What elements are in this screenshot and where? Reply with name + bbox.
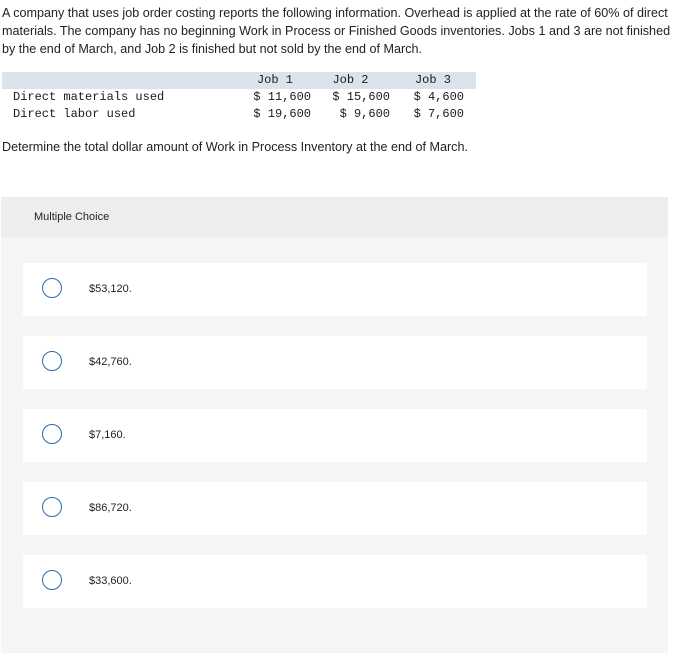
choice-label: $53,120. bbox=[89, 283, 132, 295]
radio-button[interactable] bbox=[42, 497, 62, 517]
table-cell: $ 4,600 bbox=[413, 90, 464, 104]
radio-button[interactable] bbox=[42, 351, 62, 371]
row-label: Direct materials used bbox=[13, 90, 165, 104]
table-header-job2: Job 2 bbox=[332, 73, 369, 87]
table-header-job3: Job 3 bbox=[414, 73, 451, 87]
table-header-blank bbox=[2, 72, 239, 89]
table-header-row bbox=[2, 72, 476, 89]
choice-option-1[interactable] bbox=[23, 263, 647, 316]
choice-label: $42,760. bbox=[89, 356, 132, 368]
choice-option-5[interactable] bbox=[23, 555, 647, 608]
choice-label: $33,600. bbox=[89, 575, 132, 587]
question-text: A company that uses job order costing reports the following information. Overhead is applied at the rate of 60% of direct materials. The company has no beginning Work in Process or Finished Goods inventories. Jobs 1 and 3 are not finished by the end of March, and Job 2 is finished but not sold by the end of March. bbox=[2, 6, 671, 56]
multiple-choice-panel bbox=[1, 197, 668, 653]
radio-button[interactable] bbox=[42, 424, 62, 444]
table-header-job1: Job 1 bbox=[256, 73, 293, 87]
choice-option-3[interactable] bbox=[23, 409, 647, 462]
question-prompt: Determine the total dollar amount of Work in Process Inventory at the end of March. bbox=[2, 140, 468, 154]
table-row-direct-labor bbox=[2, 106, 476, 123]
table-cell: $ 11,600 bbox=[253, 90, 311, 104]
table-cell: $ 7,600 bbox=[413, 107, 464, 121]
choice-option-4[interactable] bbox=[23, 482, 647, 535]
choice-label: $86,720. bbox=[89, 502, 132, 514]
row-label: Direct labor used bbox=[13, 107, 136, 121]
table-cell: $ 9,600 bbox=[339, 107, 390, 121]
choice-label: $7,160. bbox=[89, 429, 126, 441]
multiple-choice-header: Multiple Choice bbox=[1, 197, 668, 237]
table-cell: $ 19,600 bbox=[253, 107, 311, 121]
job-cost-table bbox=[2, 72, 476, 123]
table-cell: $ 15,600 bbox=[332, 90, 390, 104]
radio-button[interactable] bbox=[42, 570, 62, 590]
table-row-direct-materials bbox=[2, 89, 476, 106]
choice-option-2[interactable] bbox=[23, 336, 647, 389]
radio-button[interactable] bbox=[42, 278, 62, 298]
